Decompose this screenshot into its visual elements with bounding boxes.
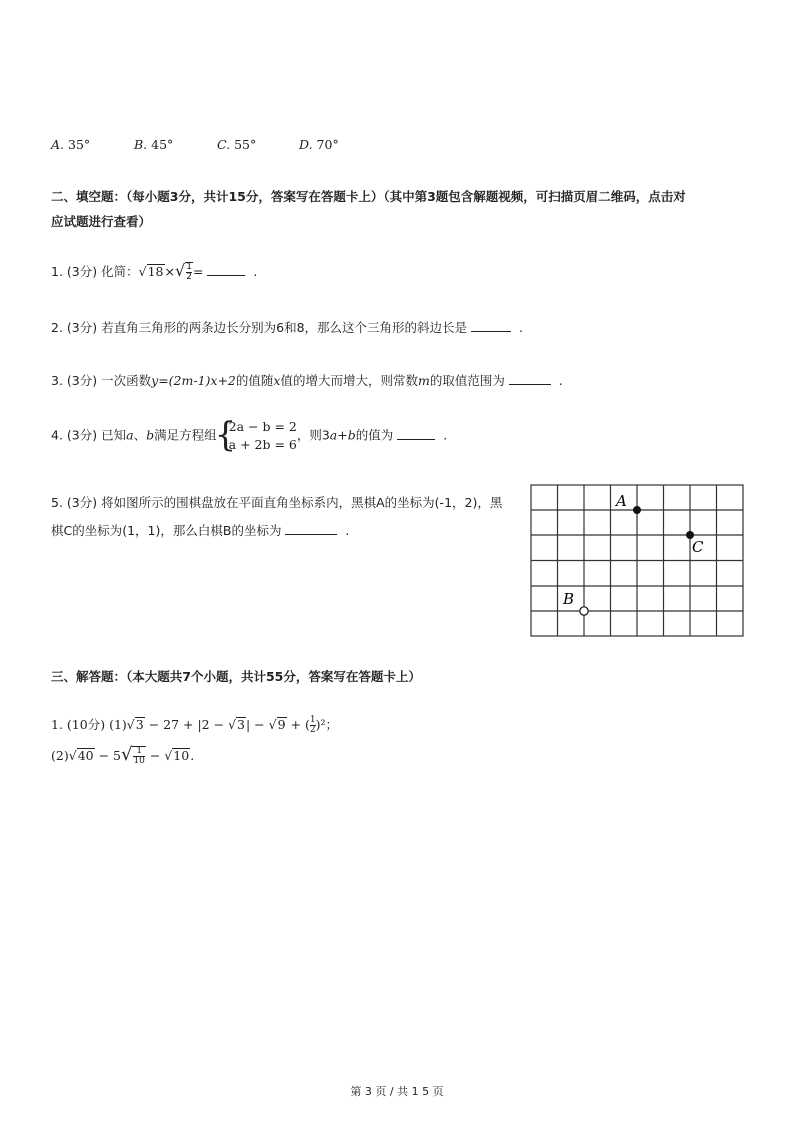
answer-blank[interactable]: [207, 263, 245, 276]
question-2: 2. (3分) 若直角三角形的两条边长分别为6和8，那么这个三角形的斜边长是 .: [51, 320, 523, 335]
white-stone-b: [580, 607, 588, 615]
section3-heading: 三、解答题：（本大题共7个小题，共计55分，答案写在答题卡上）: [51, 669, 421, 684]
option-c: C. 55°: [217, 137, 257, 152]
section2-line2: 应试题进行查看）: [51, 214, 152, 229]
black-stone-a: [633, 506, 641, 514]
page-footer: 第 3 页 / 共 1 5 页: [350, 1085, 444, 1098]
label-a: A: [616, 492, 627, 510]
option-b: B. 45°: [134, 137, 174, 152]
answer-blank[interactable]: [471, 319, 511, 332]
answer-blank[interactable]: [285, 522, 337, 535]
equation-system: { 2a − b = 2 a + 2b = 6: [217, 418, 297, 454]
question-1: 1. (3分) 化简：√18×√ $\frac{1}{2}$ = .: [51, 261, 258, 282]
section2-line1: 二、填空题：（每小题3分，共计15分，答案写在答题卡上）（其中第3题包含解题视频，可扫描页眉二维码，点击对: [51, 189, 686, 204]
answer-blank[interactable]: [397, 427, 435, 440]
solve-q1-part2: (2)√40 − 5√ $\frac{1}{10}$ − √10.: [51, 744, 195, 766]
option-a: A. 35°: [51, 137, 91, 152]
question-4: 4. (3分) 已知a、b满足方程组 { 2a − b = 2 a + 2b = 6 ，则3a+b的值为 .: [51, 418, 447, 454]
label-c: C: [692, 538, 704, 556]
question-3: 3. (3分) 一次函数y=(2m-1)x+2的值随x值的增大而增大，则常数m的取值范围为 .: [51, 373, 563, 388]
question-5: 5. (3分) 将如图所示的围棋盘放在平面直角坐标系内，黑棋A的坐标为(-1，2)，黑 棋C的坐标为(1，1)，那么白棋B的坐标为 .: [51, 495, 503, 538]
solve-q1-part1: 1. (10分) (1)√3 − 27 + |2 − √3| − √9 + ( $\frac{1}{2}$ )²；: [51, 715, 338, 735]
solve-question-1: [51, 710, 338, 771]
option-d: D. 70°: [299, 137, 339, 152]
answer-blank[interactable]: [509, 372, 551, 385]
label-b: B: [563, 590, 575, 608]
go-board: [530, 484, 746, 640]
section2-heading: [51, 184, 686, 234]
